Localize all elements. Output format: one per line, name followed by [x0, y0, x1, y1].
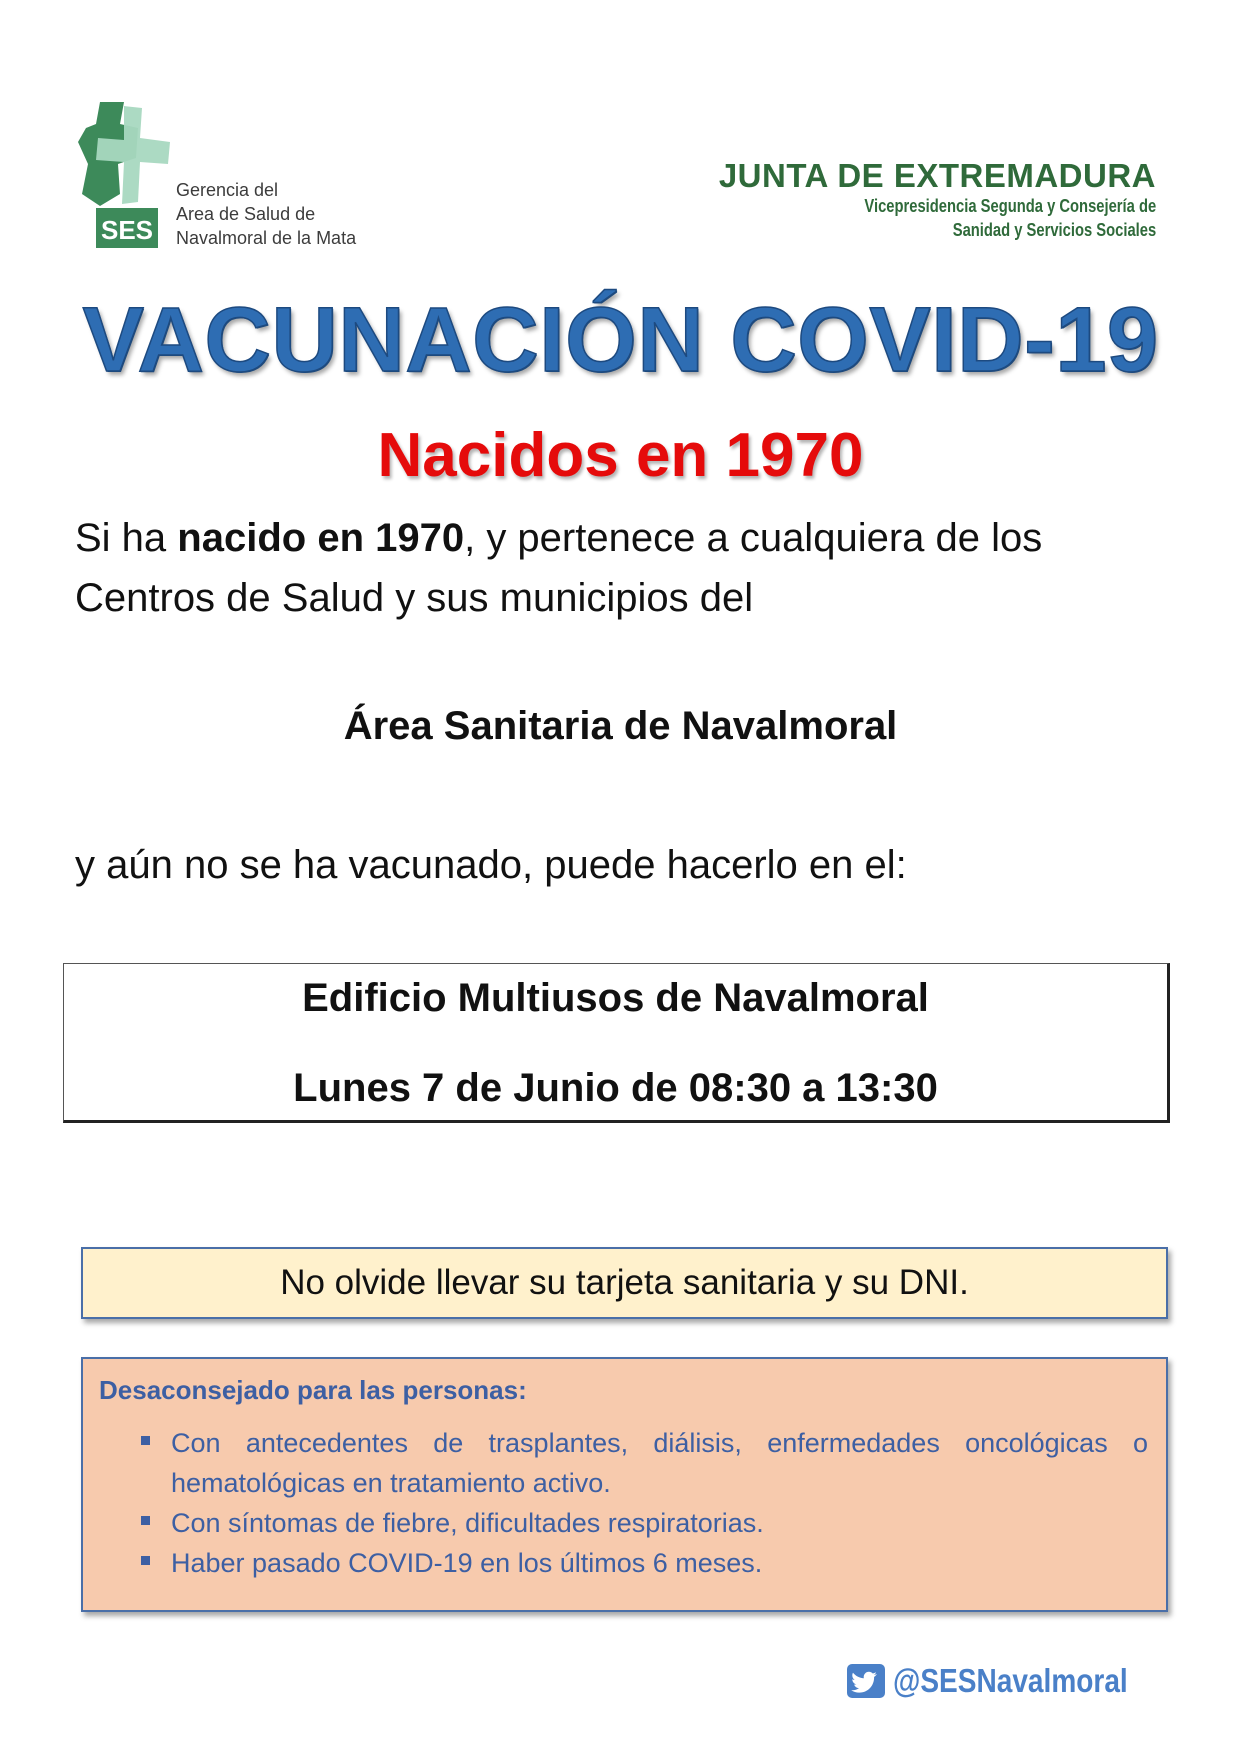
ses-line-3: Navalmoral de la Mata — [176, 228, 357, 248]
ses-logo — [78, 102, 178, 250]
twitter-icon — [847, 1664, 885, 1698]
bullet-icon — [141, 1516, 150, 1525]
warning-heading: Desaconsejado para las personas: — [99, 1375, 527, 1405]
intro-prefix: Si ha — [75, 516, 178, 560]
followup-paragraph: y aún no se ha vacunado, puede hacerlo en el: — [75, 843, 907, 887]
warning-item-text: Haber pasado COVID-19 en los últimos 6 meses. — [171, 1548, 763, 1578]
list-item — [99, 1543, 1148, 1583]
warning-item-text: Con antecedentes de trasplantes, diálisis, enfermedades oncológicas o hematológicas en tratamiento activo. — [171, 1428, 1148, 1498]
ses-line-1: Gerencia del — [176, 180, 279, 200]
location-schedule: Lunes 7 de Junio de 08:30 a 13:30 — [293, 1066, 938, 1110]
location-box — [63, 963, 1170, 1123]
junta-subtitle-2: Sanidad y Servicios Sociales — [952, 220, 1156, 240]
ses-line-2: Area de Salud de — [176, 204, 316, 224]
intro-bold: nacido en 1970 — [177, 516, 465, 560]
junta-subtitle-1: Vicepresidencia Segunda y Consejería de — [864, 196, 1156, 216]
list-item — [99, 1503, 1148, 1543]
svg-text:SES: SES — [100, 215, 154, 245]
intro-paragraph — [75, 508, 1175, 628]
location-place: Edificio Multiusos de Navalmoral — [302, 976, 929, 1020]
page-title: VACUNACIÓN COVID-19 — [82, 289, 1159, 391]
ses-organization-name — [176, 178, 356, 250]
warning-list — [99, 1423, 1148, 1583]
junta-extremadura-logo — [719, 158, 1156, 242]
area-name: Área Sanitaria de Navalmoral — [343, 704, 898, 748]
intro-suffix: , y pertenece a cualquiera de los Centros de Salud y sus municipios del — [75, 516, 1043, 620]
reminder-banner: No olvide llevar su tarjeta sanitaria y su DNI. — [81, 1247, 1168, 1319]
twitter-link[interactable] — [847, 1662, 1169, 1700]
bullet-icon — [141, 1436, 150, 1445]
list-item — [99, 1423, 1148, 1503]
page-subtitle: Nacidos en 1970 — [377, 421, 864, 490]
bullet-icon — [141, 1556, 150, 1565]
warning-item-text: Con síntomas de fiebre, dificultades respiratorias. — [171, 1508, 764, 1538]
twitter-handle[interactable]: @SESNavalmoral — [892, 1662, 1128, 1699]
junta-title: JUNTA DE EXTREMADURA — [718, 157, 1156, 194]
warning-box — [81, 1357, 1168, 1612]
